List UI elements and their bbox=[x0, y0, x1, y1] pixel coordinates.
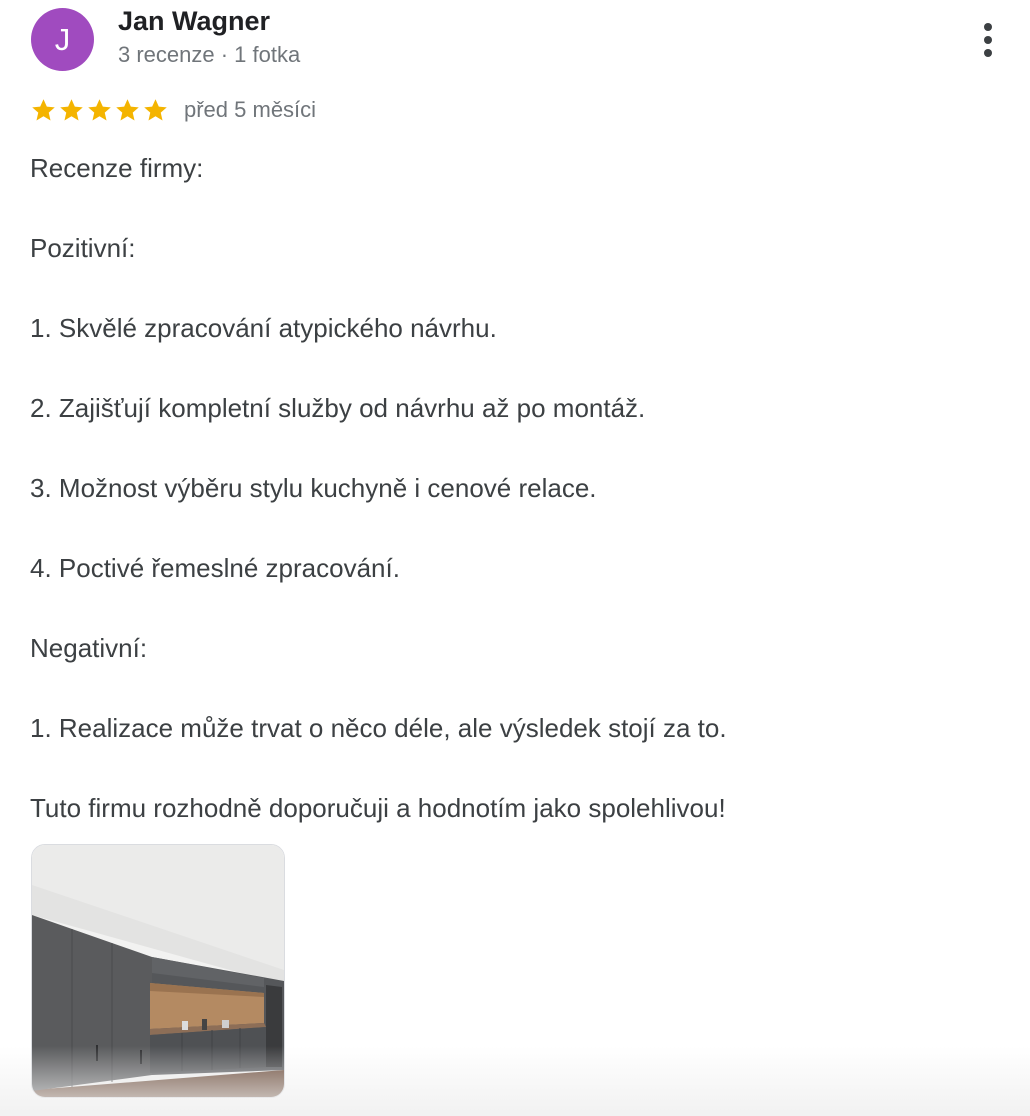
avatar-initial: J bbox=[54, 21, 71, 57]
star-icon bbox=[30, 97, 57, 124]
more-vert-icon-dot bbox=[984, 36, 992, 44]
reviewer-avatar[interactable] bbox=[31, 8, 94, 71]
star-icon bbox=[86, 97, 113, 124]
review-paragraph: Tuto firmu rozhodně doporučuji a hodnotím jako spolehlivou! bbox=[30, 793, 726, 823]
star-icon bbox=[142, 97, 169, 124]
review-paragraph: 1. Realizace může trvat o něco déle, ale výsledek stojí za to. bbox=[30, 713, 727, 743]
review-paragraph: 1. Skvělé zpracování atypického návrhu. bbox=[30, 313, 497, 343]
review-paragraph: Recenze firmy: bbox=[30, 153, 204, 183]
review-paragraph: Pozitivní: bbox=[30, 233, 136, 263]
more-options-button[interactable] bbox=[972, 18, 1004, 62]
review-paragraph: Negativní: bbox=[30, 633, 148, 663]
review-photo-thumbnail[interactable] bbox=[31, 844, 285, 1098]
star-icon bbox=[114, 97, 141, 124]
review-paragraph: 3. Možnost výběru stylu kuchyně i cenové relace. bbox=[30, 473, 597, 503]
more-vert-icon-dot bbox=[984, 49, 992, 57]
star-icon bbox=[58, 97, 85, 124]
kitchen-photo bbox=[32, 845, 284, 1097]
review-date: před 5 měsíci bbox=[184, 97, 317, 122]
review-paragraph: 4. Poctivé řemeslné zpracování. bbox=[30, 553, 400, 583]
reviewer-name[interactable]: Jan Wagner bbox=[118, 6, 271, 36]
rating-row bbox=[30, 94, 316, 126]
reviewer-meta: 3 recenze · 1 fotka bbox=[118, 42, 301, 67]
review-paragraph: 2. Zajišťují kompletní služby od návrhu až po montáž. bbox=[30, 393, 646, 423]
star-rating bbox=[30, 97, 169, 124]
more-vert-icon-dot bbox=[984, 23, 992, 31]
review-text bbox=[30, 148, 990, 868]
